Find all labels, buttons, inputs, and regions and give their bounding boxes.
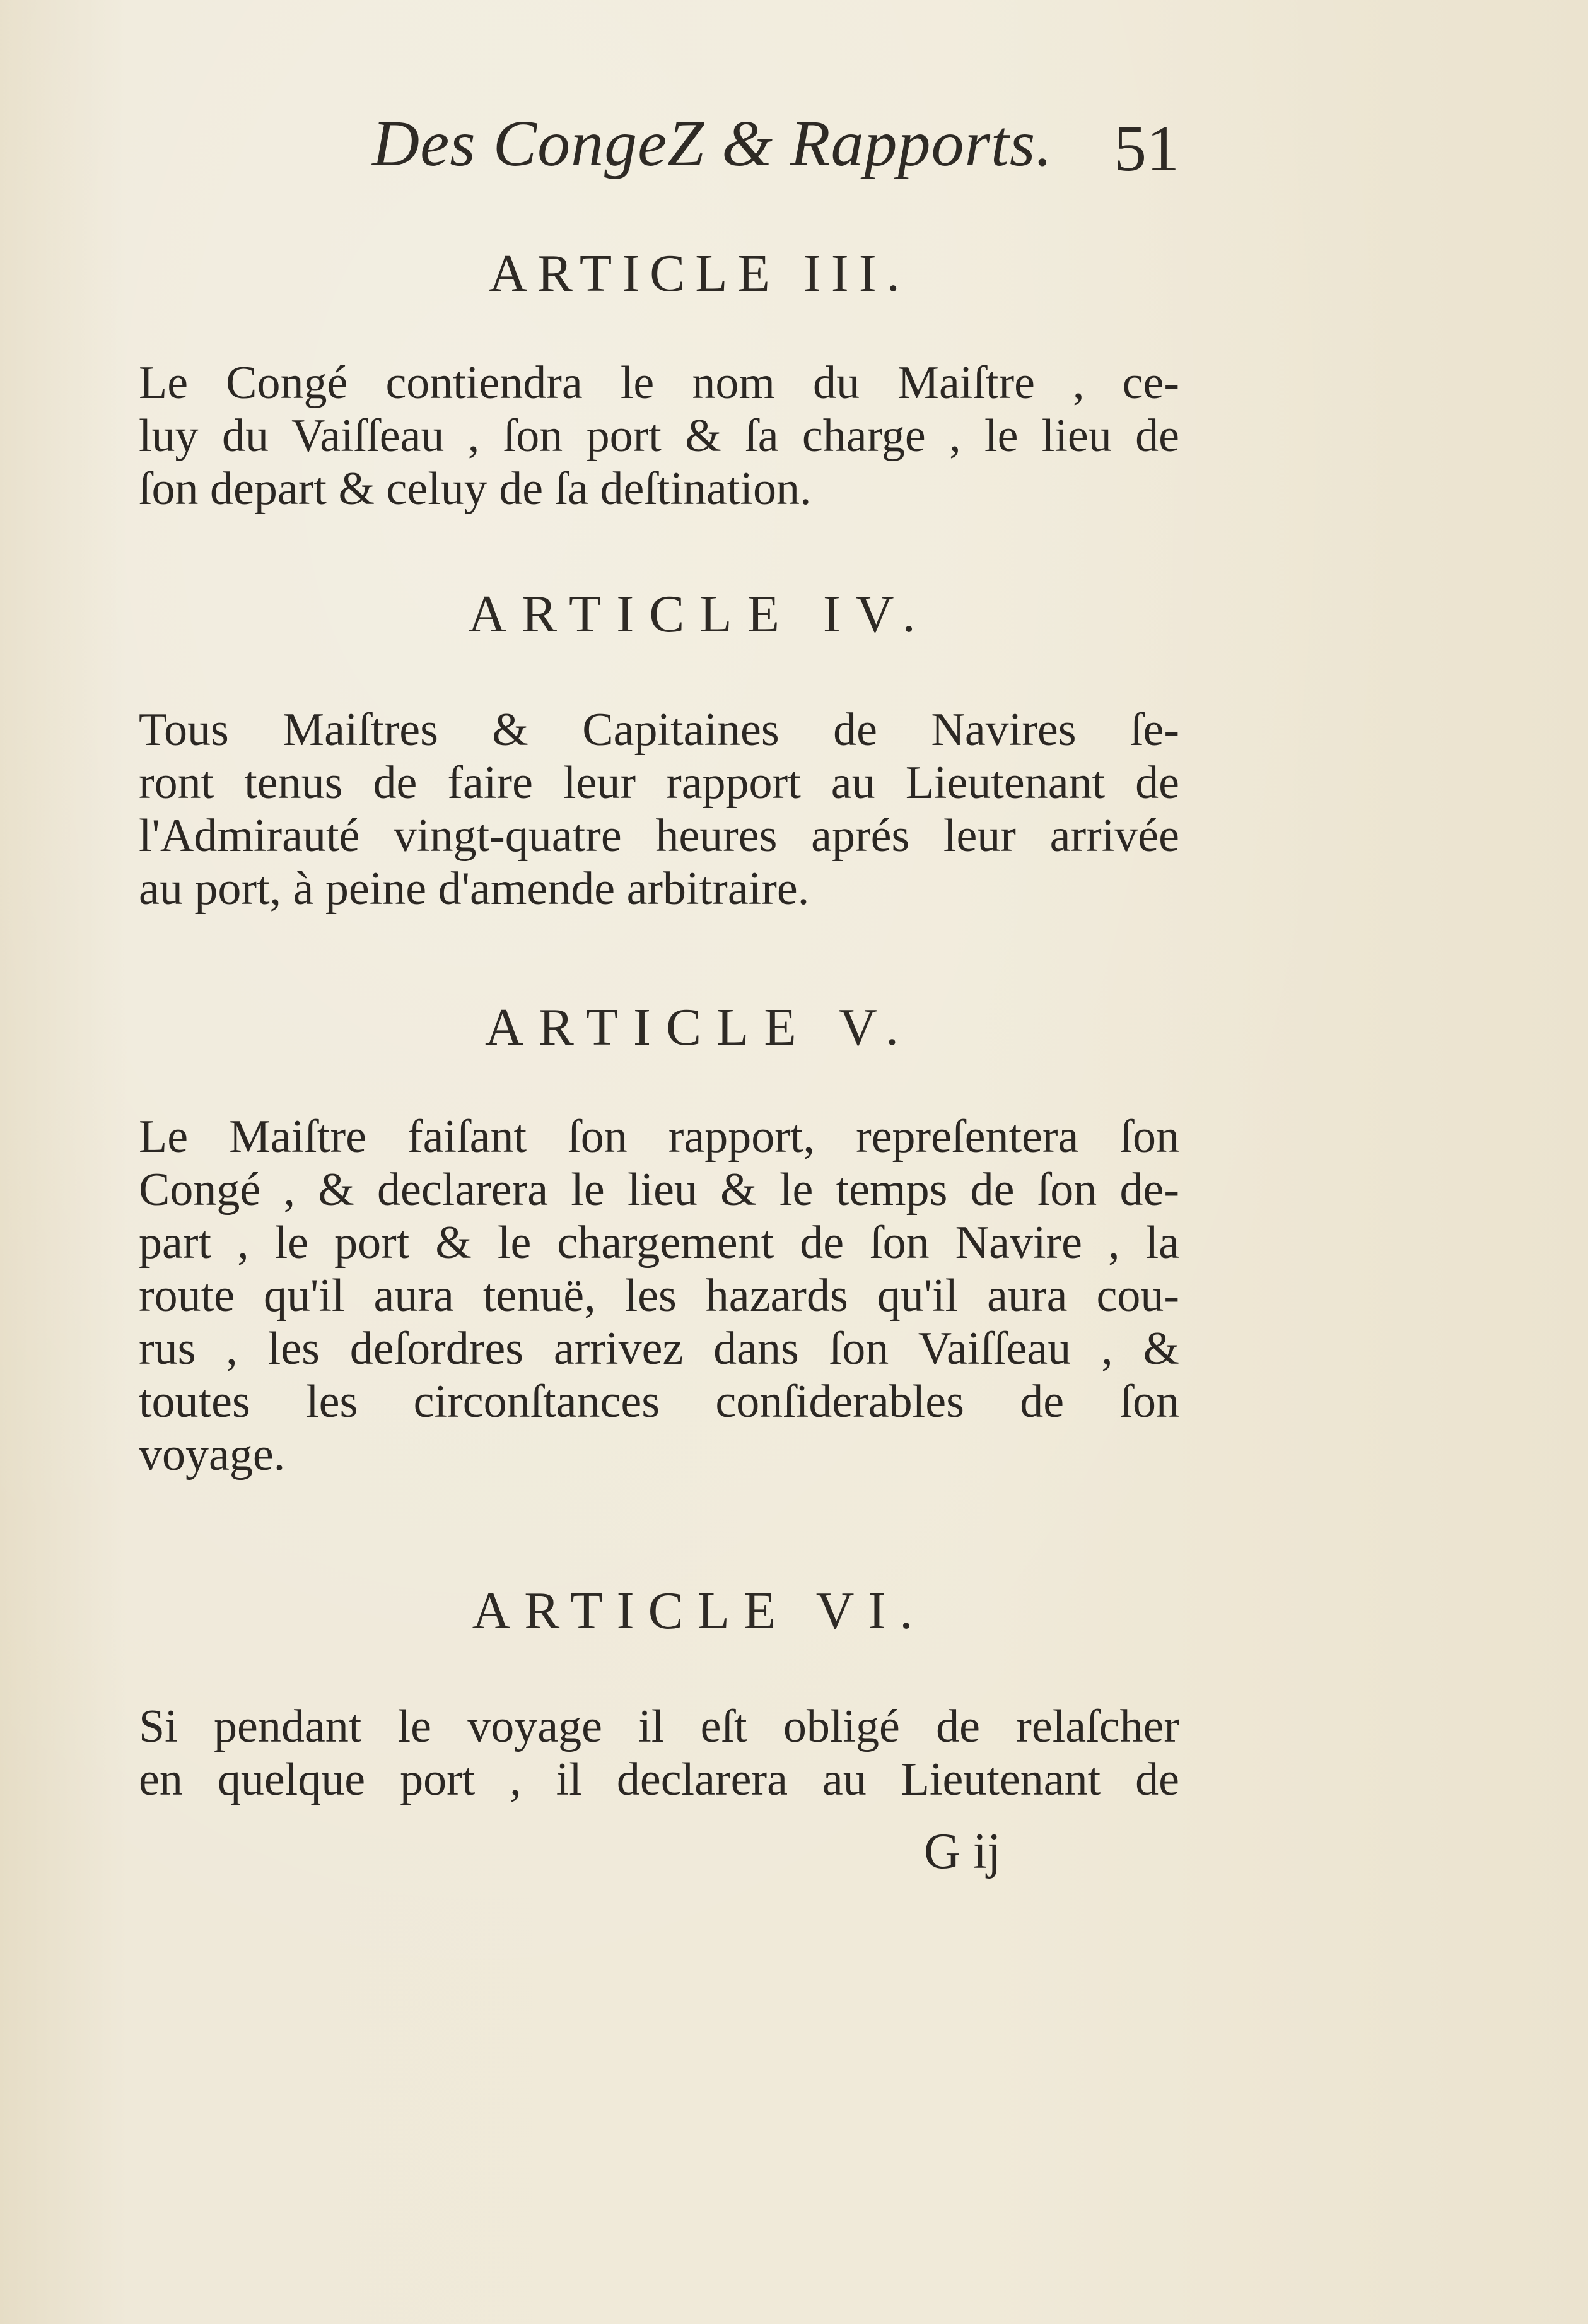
article-text-5	[139, 1110, 1179, 1481]
text-line: part , le port & le chargement de ſon Navire , la	[139, 1217, 1179, 1269]
text-line: ſon depart & celuy de ſa deſtination.	[139, 463, 812, 515]
running-head	[372, 106, 1179, 185]
article-heading-5: ARTICLE V.	[485, 998, 914, 1057]
article-heading-3: ARTICLE III.	[489, 244, 910, 303]
text-line: Congé , & declarera le lieu & le temps de ſon de-	[139, 1164, 1179, 1216]
text-line: Le Congé contiendra le nom du Maiſtre , ce-	[139, 357, 1179, 409]
text-line: ront tenus de faire leur rapport au Lieutenant de	[139, 757, 1179, 809]
text-line: luy du Vaiſſeau , ſon port & ſa charge , le lieu de	[139, 410, 1179, 462]
text-line: voyage.	[139, 1429, 286, 1481]
text-line: au port, à peine d'amende arbitraire.	[139, 863, 810, 915]
text-line: Tous Maiſtres & Capitaines de Navires ſe-	[139, 704, 1179, 756]
article-text-3	[139, 356, 1179, 515]
text-line: toutes les circonſtances conſiderables de ſon	[139, 1376, 1179, 1428]
text-line: Si pendant le voyage il eſt obligé de relaſcher	[139, 1701, 1179, 1752]
article-text-4	[139, 703, 1179, 915]
page-number: 51	[1114, 112, 1179, 185]
text-line: rus , les deſordres arrivez dans ſon Vaiſſeau , &	[139, 1323, 1179, 1375]
text-line: Le Maiſtre faiſant ſon rapport, repreſentera ſon	[139, 1111, 1179, 1163]
text-line: l'Admirauté vingt-quatre heures aprés leur arrivée	[139, 810, 1179, 862]
running-title: Des CongeZ & Rapports.	[372, 107, 1053, 180]
text-line: en quelque port , il declarera au Lieutenant de	[139, 1754, 1179, 1805]
article-heading-6: ARTICLE VI.	[472, 1582, 927, 1640]
article-text-6	[139, 1700, 1179, 1806]
signature-mark: G ij	[924, 1824, 1001, 1879]
article-heading-4: ARTICLE IV.	[468, 585, 931, 643]
text-line: route qu'il aura tenuë, les hazards qu'il aura cou-	[139, 1270, 1179, 1322]
